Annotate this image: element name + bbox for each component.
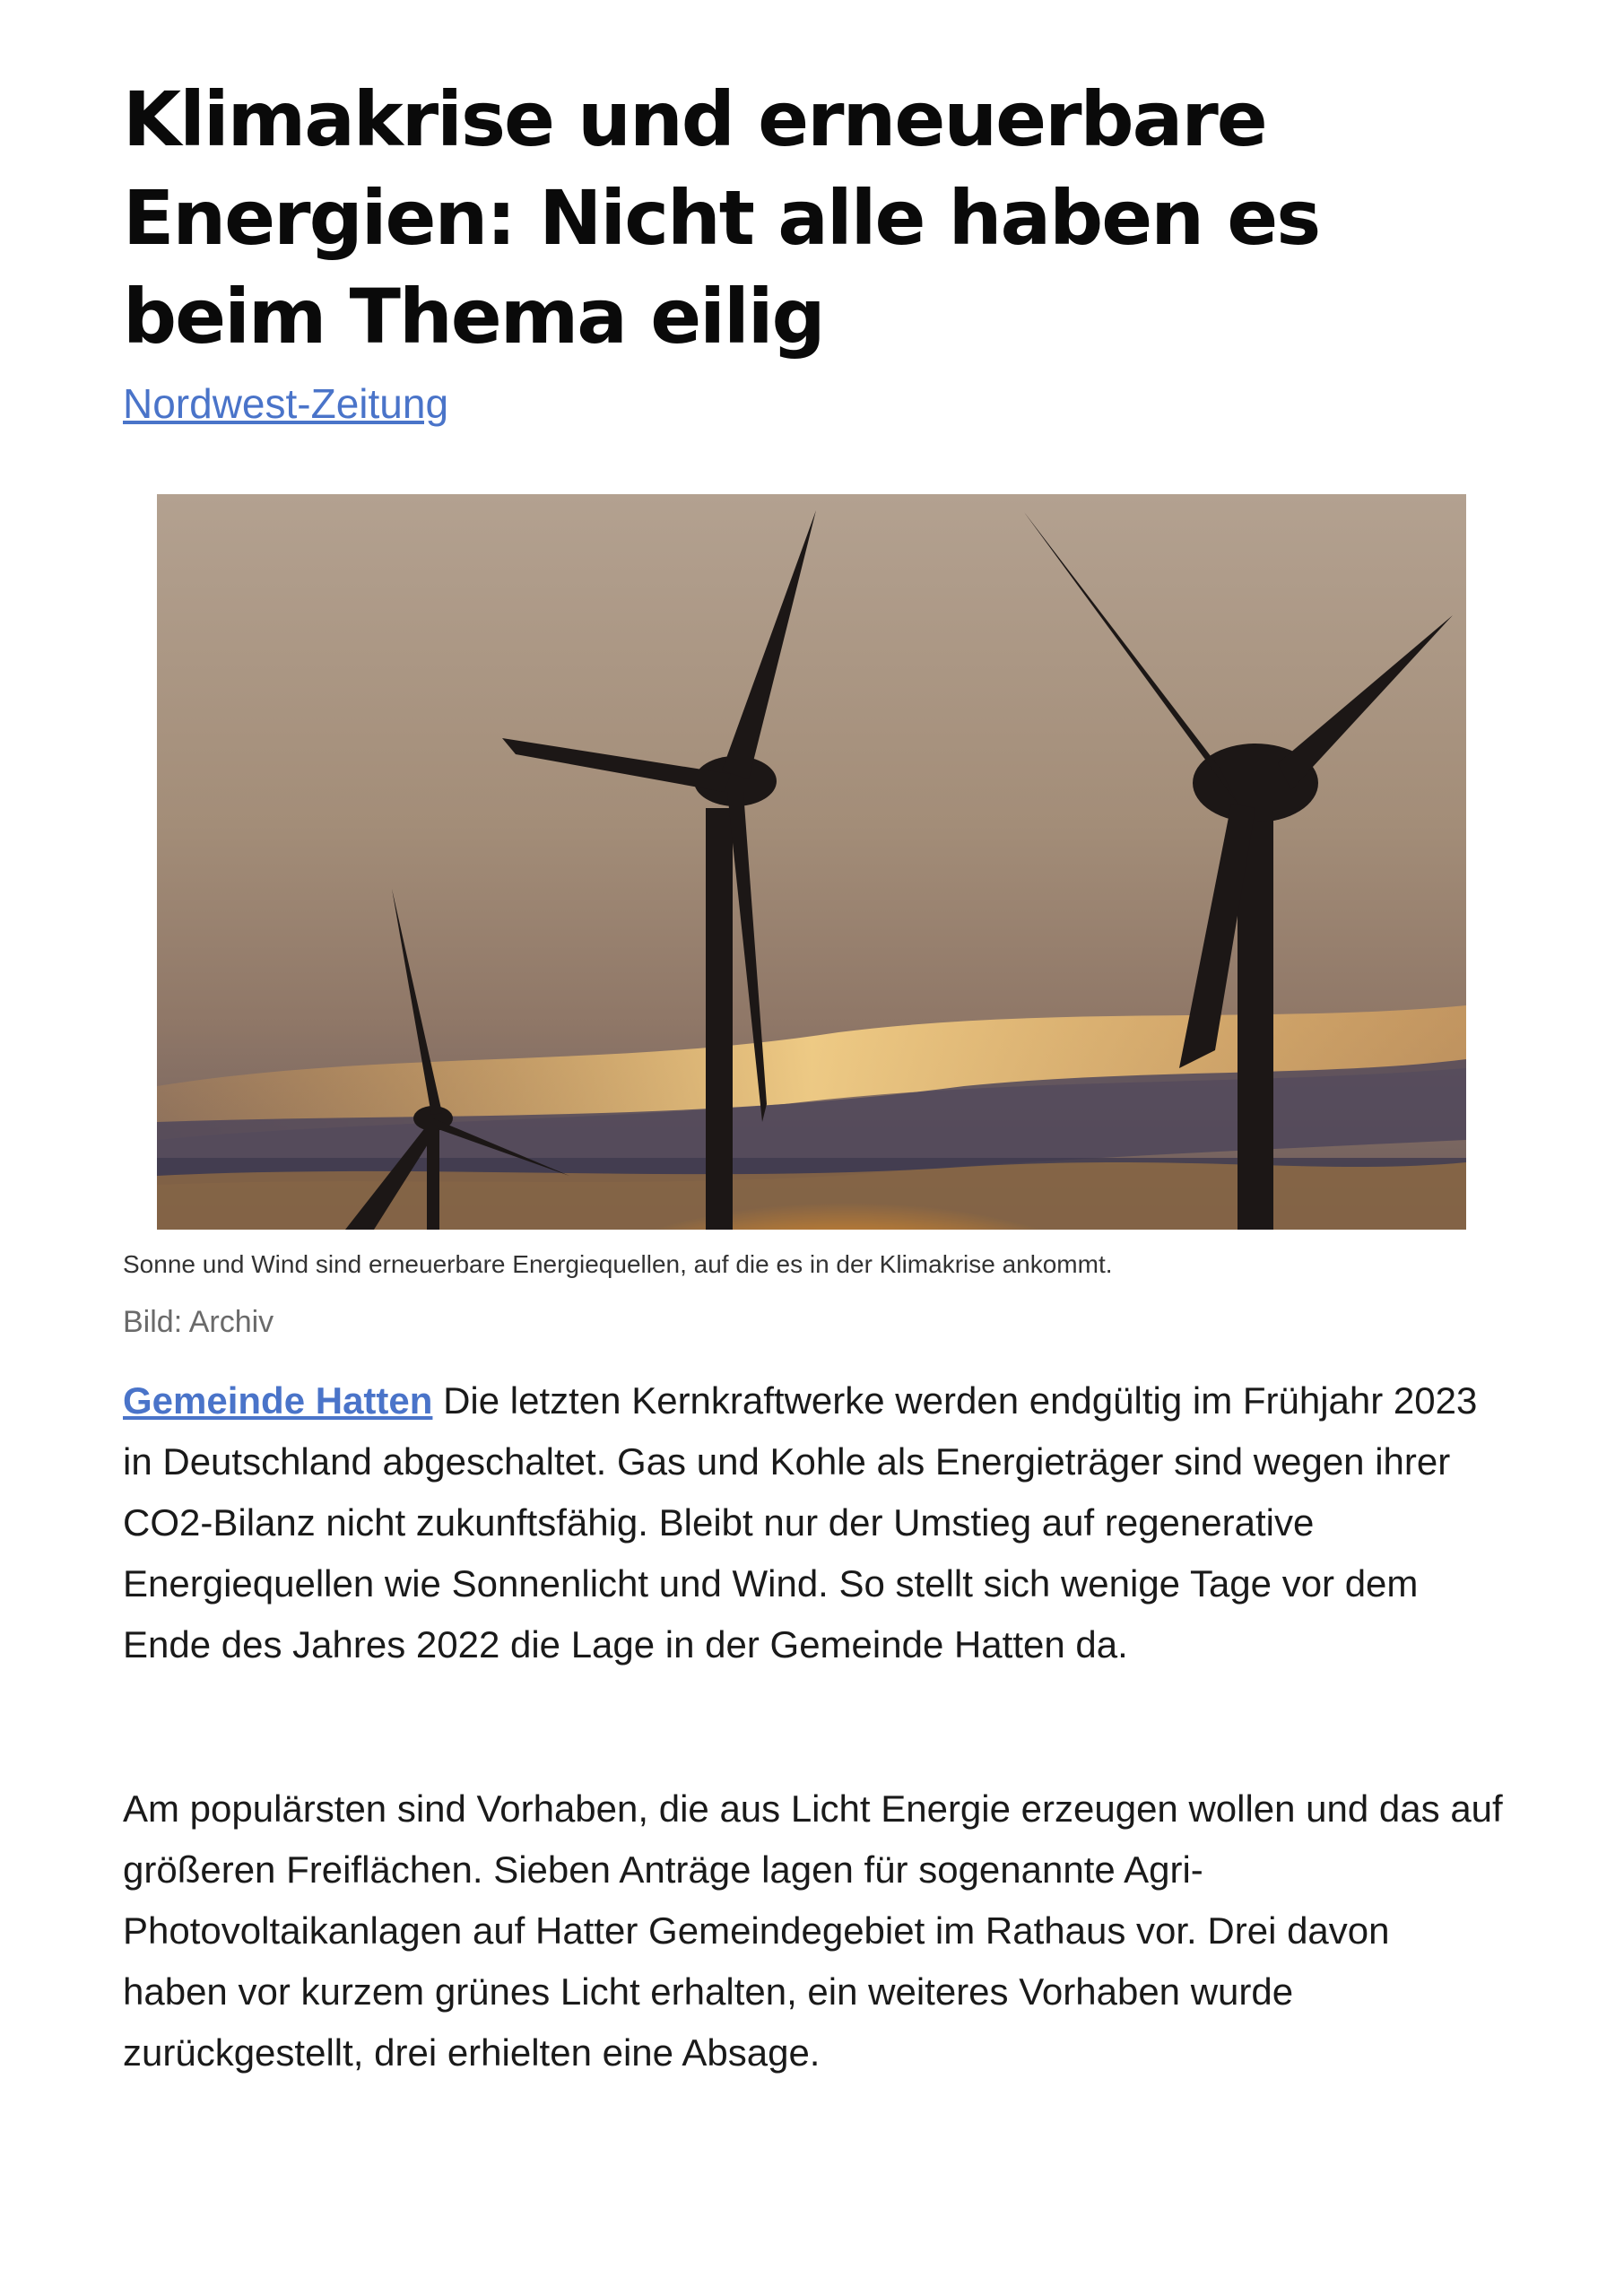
paragraph-1-text: Die letzten Kernkraftwerke werden endgültig im Frühjahr 2023 in Deutschland abgeschaltet. Gas und Kohle als Energieträger sind wegen ihrer CO2-Bilanz nicht zukunftsfähig. Bleibt nur der Umstieg auf regenerative Energiequellen wie Sonnenlicht und Wind. So stellt sich wenige Tage vor dem Ende des Jahres 2022 die Lage in der Gemeinde Hatten da. bbox=[123, 1379, 1478, 1665]
paragraph-2: Am populärsten sind Vorhaben, die aus Licht Energie erzeugen wollen und das auf größeren Freiflächen. Sieben Anträge lagen für sogenannte Agri-Photovoltaikanlagen auf Hatter Gemeindegebiet im Rathaus vor. Drei davon haben vor kurzem grünes Licht erhalten, ein weiteres Vorhaben wurde zurückgestellt, drei erhielten eine Absage. bbox=[123, 1787, 1503, 2074]
article bbox=[123, 70, 1504, 2074]
article-figure bbox=[157, 494, 1466, 1230]
headline: Klimakrise und erneuerbare Energien: Nicht alle haben es beim Thema eilig bbox=[123, 75, 1320, 361]
image-caption: Sonne und Wind sind erneuerbare Energiequellen, auf die es in der Klimakrise ankommt. bbox=[123, 1250, 1113, 1278]
source-link[interactable]: Nordwest-Zeitung bbox=[123, 380, 449, 427]
wind-turbine-photo bbox=[157, 494, 1466, 1230]
dateline-link[interactable]: Gemeinde Hatten bbox=[123, 1379, 433, 1422]
image-credit: Bild: Archiv bbox=[123, 1305, 274, 1339]
paragraph-1 bbox=[123, 1370, 1504, 1675]
